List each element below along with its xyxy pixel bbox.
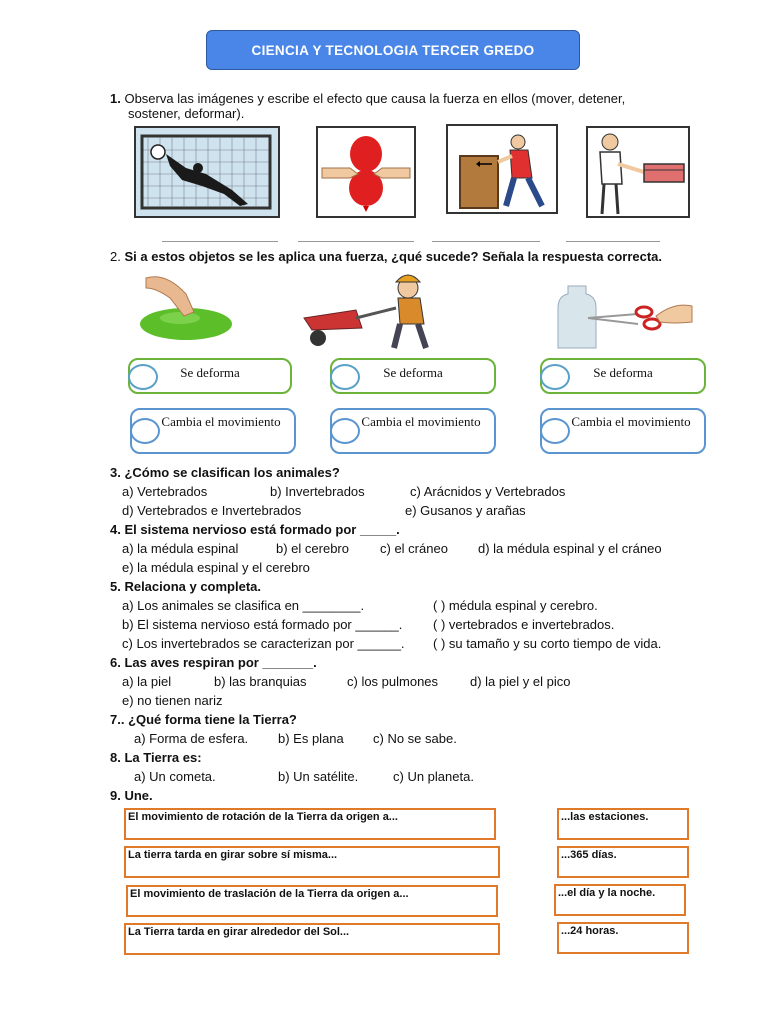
wheelbarrow-worker-image (296, 268, 442, 350)
option-deforma-2[interactable] (330, 358, 496, 394)
q8-option-a[interactable]: a) Un cometa. (134, 769, 216, 784)
q4-option-d[interactable]: d) la médula espinal y el cráneo (478, 541, 662, 556)
match-left-text: El movimiento de traslación de la Tierra da origen a... (130, 888, 409, 900)
match-left-text: La Tierra tarda en girar alrededor del Sol... (128, 926, 350, 938)
q2-number: 2. (110, 249, 121, 264)
holding-box-image (586, 126, 690, 218)
match-left-text: La tierra tarda en girar sobre sí misma... (128, 849, 338, 861)
option-label: Se deforma (180, 365, 240, 380)
option-label: Se deforma (593, 365, 653, 380)
answer-line-3[interactable] (432, 241, 540, 242)
match-right-text: ...el día y la noche. (558, 887, 656, 899)
q3-title: 3. ¿Cómo se clasifican los animales? (110, 465, 340, 480)
match-right-text: ...24 horas. (561, 925, 619, 937)
match-left-text: El movimiento de rotación de la Tierra da origen a... (128, 811, 398, 823)
goalkeeper-image (134, 126, 280, 218)
match-right-1[interactable] (557, 808, 689, 840)
q8-title: 8. La Tierra es: (110, 750, 202, 765)
match-left-2[interactable] (124, 846, 500, 878)
match-left-3[interactable] (126, 885, 498, 917)
q4-option-c[interactable]: c) el cráneo (380, 541, 448, 556)
option-label: Cambia el movimiento (161, 414, 281, 429)
q4-option-a[interactable]: a) la médula espinal (122, 541, 239, 556)
option-movimiento-3[interactable] (540, 408, 706, 454)
q6-option-b[interactable]: b) las branquias (214, 674, 307, 689)
page-title: CIENCIA Y TECNOLOGIA TERCER GREDO (206, 30, 580, 70)
q4-option-b[interactable]: b) el cerebro (276, 541, 349, 556)
q2-text: Si a estos objetos se les aplica una fuerza, ¿qué sucede? Señala la respuesta correcta. (124, 249, 663, 264)
option-movimiento-2[interactable] (330, 408, 496, 454)
option-deforma-1[interactable] (128, 358, 292, 394)
option-label: Cambia el movimiento (571, 414, 691, 429)
match-left-4[interactable] (124, 923, 500, 955)
q8-option-c[interactable]: c) Un planeta. (393, 769, 474, 784)
answer-line-1[interactable] (162, 241, 278, 242)
q3-option-b[interactable]: b) Invertebrados (270, 484, 365, 499)
pushing-box-image (446, 124, 558, 214)
q3-option-c[interactable]: c) Arácnidos y Vertebrados (410, 484, 566, 499)
q1-text: Observa las imágenes y escribe el efecto que causa la fuerza en ellos (mover, detener, (124, 91, 626, 106)
finger-ball-image (136, 272, 236, 344)
match-right-text: ...las estaciones. (561, 811, 649, 823)
answer-line-2[interactable] (298, 241, 414, 242)
match-left-1[interactable] (124, 808, 496, 840)
option-label: Cambia el movimiento (361, 414, 481, 429)
q3-option-e[interactable]: e) Gusanos y arañas (405, 503, 526, 518)
match-right-3[interactable] (554, 884, 686, 916)
q6-option-d[interactable]: d) la piel y el pico (470, 674, 571, 689)
option-label: Se deforma (383, 365, 443, 380)
q7-option-a[interactable]: a) Forma de esfera. (134, 731, 249, 746)
q7-option-b[interactable]: b) Es plana (278, 731, 344, 746)
q5-item-a: a) Los animales se clasifica en ________. (122, 598, 365, 613)
q3-option-d[interactable]: d) Vertebrados e Invertebrados (122, 503, 302, 518)
q6-option-e[interactable]: e) no tienen nariz (122, 693, 223, 708)
q2-line (110, 247, 662, 266)
q5-match-c[interactable]: ( ) su tamaño y su corto tiempo de vida. (433, 636, 662, 651)
q8-option-b[interactable]: b) Un satélite. (278, 769, 359, 784)
q5-title: 5. Relaciona y completa. (110, 579, 262, 594)
q4-option-e[interactable]: e) la médula espinal y el cerebro (122, 560, 310, 575)
q7-title: 7.. ¿Qué forma tiene la Tierra? (110, 712, 297, 727)
q5-item-b: b) El sistema nervioso está formado por ______. (122, 617, 403, 632)
q3-option-a[interactable]: a) Vertebrados (122, 484, 208, 499)
scissors-bottle-image (548, 282, 694, 352)
match-right-4[interactable] (557, 922, 689, 954)
q7-option-c[interactable]: c) No se sabe. (373, 731, 457, 746)
q1-number: 1. (110, 91, 121, 106)
q1-line2: sostener, deformar). (128, 106, 245, 121)
q6-option-c[interactable]: c) los pulmones (347, 674, 439, 689)
q9-title: 9. Une. (110, 788, 153, 803)
balloon-image (316, 126, 416, 218)
option-movimiento-1[interactable] (130, 408, 296, 454)
match-right-text: ...365 días. (561, 849, 617, 861)
q5-match-b[interactable]: ( ) vertebrados e invertebrados. (433, 617, 615, 632)
q6-title: 6. Las aves respiran por _______. (110, 655, 317, 670)
q4-title: 4. El sistema nervioso está formado por _____. (110, 522, 400, 537)
answer-line-4[interactable] (566, 241, 660, 242)
match-right-2[interactable] (557, 846, 689, 878)
q5-item-c: c) Los invertebrados se caracterizan por ______. (122, 636, 405, 651)
option-deforma-3[interactable] (540, 358, 706, 394)
q5-match-a[interactable]: ( ) médula espinal y cerebro. (433, 598, 598, 613)
q6-option-a[interactable]: a) la piel (122, 674, 172, 689)
